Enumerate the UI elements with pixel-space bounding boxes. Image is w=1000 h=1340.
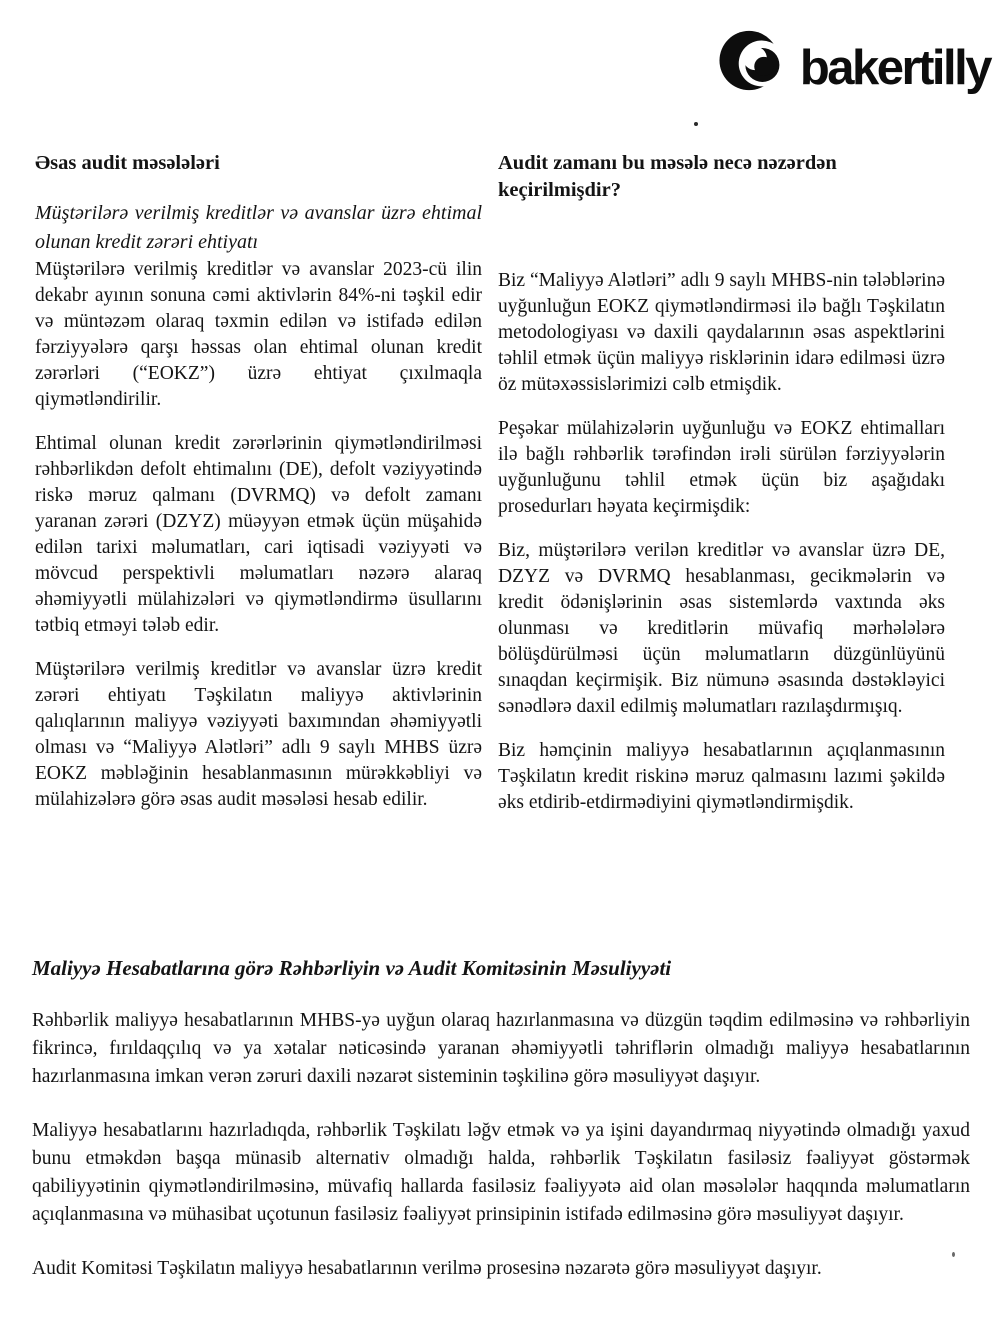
right-paragraph-2: Peşəkar mülahizələrin uyğunluğu və EOKZ ehtimalları ilə bağlı rəhbərlik tərəfindən irəli sürülən fərziyyələrin uyğunluğunu təhlil etmək üçün biz aşağıdakı prosedurları həyata keçirmişdik: [498, 418, 945, 517]
ink-speck [694, 122, 698, 126]
responsibility-paragraph-2: Maliyyə hesabatlarını hazırladıqda, rəhbərlik Təşkilatı ləğv etmək və ya işini dayandırmaq niyyətində olmadığı yaxud bunu etməkdən başqa münasib alternativ olmadığı halda, rəhbərlik Təşkilatın fasiləsiz fəaliyyət göstərmək qabiliyyətinin qiymətləndirilməsinə, müvafiq hallarda fasiləsiz fəaliyyətə aid olan məsələlər haqqında məlumatların açıqlanmasına və mühasibat uçotunun fasiləsiz fəaliyyət prinsipinin istifadə edilməsinə görə məsuliyyət daşıyır. [32, 1120, 970, 1225]
right-paragraph-3: Biz, müştərilərə verilən kreditlər və avanslar üzrə DE, DZYZ və DVRMQ hesablanması, gecikmələrin və kredit ödənişlərinin əsas sistemlərdə vaxtında əks olunması və kreditlərin müvafiq mərhələlərə bölüşdürülməsi üçün məlumatların düzgünlüyünü sınaqdan keçirmişik. Biz nümunə əsasında dəstəkləyici sənədlərə daxil edilmiş məlumatları razılaşdırmışıq. [498, 540, 945, 717]
bakertilly-logo [718, 24, 990, 100]
responsibility-paragraph-1: Rəhbərlik maliyyə hesabatlarının MHBS-yə uyğun olaraq hazırlanmasına və düzgün təqdim edilməsinə və rəhbərliyin fikrincə, fırıldaqçılıq və ya xətalar nəticəsində yaranan əhəmiyyətli təhriflərin olmadığı maliyyə hesabatlarının hazırlanmasına imkan verən zəruri daxili nəzarət sisteminin təşkilinə görə məsuliyyət daşıyır. [32, 1010, 970, 1087]
right-column-heading: Audit zamanı bu məsələ necə nəzərdən keçirilmişdir? [498, 152, 837, 201]
key-audit-matter-columns [35, 150, 945, 816]
key-audit-matter-column [35, 150, 482, 816]
bakertilly-swirl-icon [718, 24, 792, 100]
left-paragraph-3: Müştərilərə verilmiş kreditlər və avanslar üzrə kredit zərəri ehtiyatı Təşkilatın maliyyə aktivlərinin qalıqlarının maliyyə vəziyyəti baxımından əhəmiyyətli olması və “Maliyyə Alətləri” adlı 9 saylı MHBS üzrə EOKZ məbləğinin hesablanmasının mürəkkəbliyi və mülahizələrə görə əsas audit məsələsi hesab edilir. [35, 659, 482, 810]
responsibility-heading: Maliyyə Hesabatlarına görə Rəhbərliyin və Audit Komitəsinin Məsuliyyəti [32, 956, 672, 980]
left-column-heading: Əsas audit məsələləri [35, 152, 220, 174]
responsibility-section [32, 955, 970, 1283]
left-paragraph-2: Ehtimal olunan kredit zərərlərinin qiymətləndirilməsi rəhbərlikdən defolt ehtimalını (DE), defolt vəziyyətində riskə məruz qalmanı (DVRMQ) və defolt zamanı yaranan zərəri (DZYZ) müəyyən etmək üçün müşahidə edilən tarixi məlumatları, cari iqtisadi vəziyyəti və mövcud perspektivli məlumatları nəzərə alaraq əhəmiyyətli mülahizələri və qiymətləndirmə üsullarını tətbiq etməyi tələb edir. [35, 433, 482, 636]
responsibility-paragraph-3: Audit Komitəsi Təşkilatın maliyyə hesabatlarının verilmə prosesinə nəzarətə görə məsuliyyət daşıyır. [32, 1258, 822, 1279]
audit-response-column [498, 150, 945, 816]
right-paragraph-4: Biz həmçinin maliyyə hesabatlarının açıqlanmasının Təşkilatın kredit riskinə məruz qalmasını lazımi şəkildə əks etdirib-etdirmədiyini qiymətləndirmişdik. [498, 740, 945, 813]
right-paragraph-1: Biz “Maliyyə Alətləri” adlı 9 saylı MHBS-nin tələblərinə uyğunluğun EOKZ qiymətləndirməsi ilə bağlı Təşkilatın metodologiyası və daxili qaydalarının əsas aspektlərini təhlil etmək üçün maliyyə risklərinin idarə edilməsi üzrə öz mütəxəssislərimizi cəlb etmişdik. [498, 270, 945, 395]
left-paragraph-1: Müştərilərə verilmiş kreditlər və avanslar 2023-cü ilin dekabr ayının sonuna cəmi aktivlərin 84%-ni təşkil edir və müntəzəm olaraq təxmin edilən və istifadə edilən fərziyyələrə qarşı həssas olan ehtimal olunan kredit zərərləri (“EOKZ”) üzrə ehtiyat çıxılmaqla qiymətləndirilir. [35, 259, 482, 410]
bakertilly-wordmark: bakertilly [799, 41, 990, 95]
key-audit-matter-subheading: Müştərilərə verilmiş kreditlər və avanslar üzrə ehtimal olunan kredit zərəri ehtiyatı [35, 202, 482, 253]
